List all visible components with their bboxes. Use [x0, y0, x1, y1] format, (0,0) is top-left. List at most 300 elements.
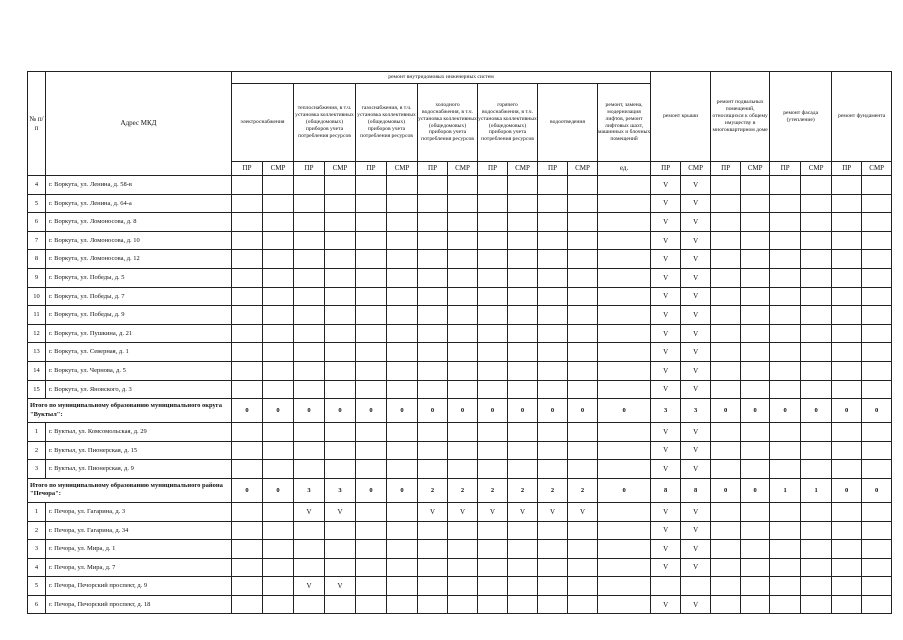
mark-cell [711, 502, 741, 521]
mark-cell [770, 595, 801, 614]
mark-cell [325, 213, 356, 232]
mark-cell: V [681, 268, 711, 287]
mark-cell [418, 194, 448, 213]
row-number: 9 [28, 268, 46, 287]
mark-cell [538, 441, 568, 460]
mark-cell [711, 250, 741, 269]
mark-cell: V [681, 343, 711, 362]
mark-cell: V [681, 194, 711, 213]
subheader-pr: ПР [832, 162, 862, 176]
mark-cell [325, 423, 356, 442]
mark-cell [538, 361, 568, 380]
mark-cell [356, 287, 387, 306]
mark-cell [508, 558, 538, 577]
mark-cell [418, 268, 448, 287]
total-value: 0 [263, 399, 294, 423]
mark-cell: V [681, 595, 711, 614]
mark-cell [741, 441, 770, 460]
mark-cell [387, 231, 418, 250]
subheader-smr: СМР [681, 162, 711, 176]
mark-cell [418, 361, 448, 380]
mark-cell [741, 213, 770, 232]
mark-cell [862, 343, 892, 362]
header-gas: газоснабжения, в т.ч. установка коллективных (общедомовых) приборов учета потребления ресурсов [356, 84, 418, 162]
mark-cell [263, 540, 294, 559]
mark-cell [598, 595, 651, 614]
mark-cell [568, 287, 598, 306]
mark-cell [263, 460, 294, 479]
mark-cell [232, 577, 263, 596]
mark-cell [448, 380, 478, 399]
mark-cell [263, 268, 294, 287]
total-value: 0 [356, 399, 387, 423]
mark-cell [232, 380, 263, 399]
mark-cell: V [681, 176, 711, 195]
mark-cell [538, 423, 568, 442]
row-number: 14 [28, 361, 46, 380]
mark-cell [263, 595, 294, 614]
header-roof: ремонт крыши [651, 72, 711, 162]
mark-cell [387, 324, 418, 343]
total-value: 2 [538, 478, 568, 502]
mark-cell [448, 558, 478, 577]
mark-cell [448, 194, 478, 213]
mark-cell [387, 540, 418, 559]
total-value: 0 [418, 399, 448, 423]
mark-cell: V [651, 521, 681, 540]
mark-cell [770, 540, 801, 559]
mark-cell [478, 558, 508, 577]
mark-cell: V [325, 577, 356, 596]
mark-cell: V [651, 595, 681, 614]
mark-cell [478, 268, 508, 287]
mark-cell [862, 213, 892, 232]
mark-cell [387, 176, 418, 195]
mark-cell [711, 577, 741, 596]
mark-cell [418, 176, 448, 195]
mark-cell [770, 268, 801, 287]
mark-cell [387, 343, 418, 362]
mark-cell [568, 306, 598, 325]
total-value: 1 [801, 478, 832, 502]
mark-cell [741, 521, 770, 540]
subheader-pr: ПР [232, 162, 263, 176]
mark-cell [232, 324, 263, 343]
mark-cell [862, 268, 892, 287]
mark-cell [294, 250, 325, 269]
total-value: 0 [325, 399, 356, 423]
mark-cell [862, 380, 892, 399]
mark-cell [801, 577, 832, 596]
mark-cell [325, 558, 356, 577]
mark-cell [356, 521, 387, 540]
mark-cell [356, 361, 387, 380]
mark-cell [294, 306, 325, 325]
mark-cell [232, 558, 263, 577]
mark-cell: V [651, 287, 681, 306]
mark-cell [508, 521, 538, 540]
mark-cell [263, 521, 294, 540]
subheader-smr: СМР [568, 162, 598, 176]
mark-cell: V [325, 502, 356, 521]
mark-cell: V [508, 502, 538, 521]
mark-cell [356, 324, 387, 343]
mark-cell [711, 176, 741, 195]
address-cell: г. Вуктыл, ул. Комсомольская, д. 29 [46, 423, 232, 442]
mark-cell [598, 343, 651, 362]
mark-cell [294, 540, 325, 559]
mark-cell [711, 441, 741, 460]
mark-cell [832, 250, 862, 269]
mark-cell [294, 361, 325, 380]
mark-cell [263, 558, 294, 577]
mark-cell [538, 577, 568, 596]
header-hot-water: горячего водоснабжения, в т.ч. установка коллективных (общедомовых) приборов учета потребления ресурсов [478, 84, 538, 162]
mark-cell [538, 540, 568, 559]
mark-cell: V [418, 502, 448, 521]
mark-cell [711, 324, 741, 343]
subheader-smr: СМР [448, 162, 478, 176]
mark-cell [418, 231, 448, 250]
mark-cell: V [681, 231, 711, 250]
mark-cell [832, 380, 862, 399]
total-value: 2 [418, 478, 448, 502]
subheader-pr: ПР [711, 162, 741, 176]
header-drainage: водоотведения [538, 84, 598, 162]
mark-cell [568, 213, 598, 232]
row-number: 6 [28, 595, 46, 614]
mark-cell [325, 521, 356, 540]
mark-cell [741, 595, 770, 614]
mark-cell [711, 423, 741, 442]
subheader-smr: СМР [862, 162, 892, 176]
mark-cell [232, 250, 263, 269]
mark-cell [478, 521, 508, 540]
mark-cell [508, 343, 538, 362]
row-number: 12 [28, 324, 46, 343]
address-cell: г. Печора, ул. Мира, д. 1 [46, 540, 232, 559]
mark-cell [356, 194, 387, 213]
mark-cell [325, 176, 356, 195]
mark-cell [711, 595, 741, 614]
mark-cell [294, 287, 325, 306]
document-sheet [27, 71, 886, 629]
mark-cell [232, 287, 263, 306]
mark-cell [568, 558, 598, 577]
mark-cell [325, 268, 356, 287]
mark-cell [448, 176, 478, 195]
mark-cell: V [681, 502, 711, 521]
mark-cell [448, 213, 478, 232]
mark-cell [598, 361, 651, 380]
total-value: 1 [770, 478, 801, 502]
row-number: 4 [28, 176, 46, 195]
mark-cell [770, 194, 801, 213]
mark-cell [801, 502, 832, 521]
mark-cell [538, 595, 568, 614]
mark-cell [263, 502, 294, 521]
mark-cell [325, 343, 356, 362]
mark-cell [770, 361, 801, 380]
mark-cell [862, 502, 892, 521]
mark-cell [801, 268, 832, 287]
mark-cell [741, 361, 770, 380]
total-value: 0 [478, 399, 508, 423]
mark-cell [801, 595, 832, 614]
mark-cell [508, 250, 538, 269]
row-number: 8 [28, 250, 46, 269]
total-value: 0 [598, 478, 651, 502]
mark-cell [741, 324, 770, 343]
mark-cell: V [568, 502, 598, 521]
mark-cell [832, 577, 862, 596]
mark-cell [448, 287, 478, 306]
mark-cell [862, 287, 892, 306]
mark-cell: V [651, 231, 681, 250]
mark-cell [770, 343, 801, 362]
mark-cell [356, 460, 387, 479]
mark-cell [862, 250, 892, 269]
mark-cell [387, 595, 418, 614]
mark-cell [263, 306, 294, 325]
mark-cell [448, 577, 478, 596]
address-cell: г. Печора, ул. Гагарина, д. 3 [46, 502, 232, 521]
mark-cell [862, 176, 892, 195]
mark-cell [356, 423, 387, 442]
mark-cell [568, 361, 598, 380]
mark-cell [832, 441, 862, 460]
mark-cell [538, 231, 568, 250]
mark-cell [862, 540, 892, 559]
mark-cell [801, 380, 832, 399]
mark-cell [538, 287, 568, 306]
table-row [28, 441, 892, 460]
mark-cell: V [651, 540, 681, 559]
address-cell: г. Воркута, ул. Победы, д. 5 [46, 268, 232, 287]
table-row [28, 502, 892, 521]
mark-cell [538, 324, 568, 343]
table-body [28, 72, 892, 614]
mark-cell [294, 558, 325, 577]
mark-cell [325, 441, 356, 460]
mark-cell [387, 577, 418, 596]
mark-cell [598, 577, 651, 596]
mark-cell [448, 423, 478, 442]
total-value: 0 [832, 399, 862, 423]
mark-cell [356, 250, 387, 269]
mark-cell [741, 502, 770, 521]
total-value: 0 [862, 478, 892, 502]
mark-cell [325, 540, 356, 559]
subheader-pr: ПР [770, 162, 801, 176]
mark-cell [418, 460, 448, 479]
table-row [28, 540, 892, 559]
mark-cell [568, 595, 598, 614]
mark-cell [832, 521, 862, 540]
mark-cell [741, 577, 770, 596]
mark-cell [356, 595, 387, 614]
mark-cell [294, 423, 325, 442]
mark-cell [862, 361, 892, 380]
row-number: 6 [28, 213, 46, 232]
subheader-smr: СМР [801, 162, 832, 176]
mark-cell [263, 343, 294, 362]
mark-cell [741, 268, 770, 287]
address-cell: г. Печора, ул. Мира, д. 7 [46, 558, 232, 577]
mark-cell [568, 324, 598, 343]
mark-cell [232, 502, 263, 521]
mark-cell [232, 361, 263, 380]
mark-cell [325, 595, 356, 614]
mark-cell [538, 521, 568, 540]
mark-cell [801, 287, 832, 306]
mark-cell [598, 460, 651, 479]
total-value: 0 [356, 478, 387, 502]
mark-cell [568, 577, 598, 596]
mark-cell [568, 231, 598, 250]
mark-cell [508, 231, 538, 250]
header-electricity: электроснабжения [232, 84, 294, 162]
mark-cell [832, 176, 862, 195]
mark-cell [232, 231, 263, 250]
table-row [28, 324, 892, 343]
mark-cell [832, 194, 862, 213]
total-label: Итого по муниципальному образованию муниципального района "Печора": [28, 478, 232, 502]
mark-cell [356, 176, 387, 195]
mark-cell [263, 194, 294, 213]
mark-cell [801, 558, 832, 577]
mark-cell [598, 540, 651, 559]
mark-cell [478, 287, 508, 306]
mark-cell [770, 380, 801, 399]
mark-cell [232, 343, 263, 362]
mark-cell [711, 521, 741, 540]
mark-cell [418, 423, 448, 442]
table-row [28, 306, 892, 325]
header-cold-water: холодного водоснабжения, в т.ч. установка коллективных (общедомовых) приборов учета потребления ресурсов [418, 84, 478, 162]
address-cell: г. Воркута, ул. Ленина, д. 58-в [46, 176, 232, 195]
mark-cell: V [681, 380, 711, 399]
row-number: 2 [28, 441, 46, 460]
mark-cell [741, 540, 770, 559]
row-number: 3 [28, 540, 46, 559]
mark-cell: V [681, 540, 711, 559]
mark-cell [862, 423, 892, 442]
mark-cell [832, 558, 862, 577]
row-number: 3 [28, 460, 46, 479]
mark-cell [478, 194, 508, 213]
mark-cell: V [651, 306, 681, 325]
mark-cell: V [681, 361, 711, 380]
total-label: Итого по муниципальному образованию муниципального округа "Вуктыл": [28, 399, 232, 423]
table-row [28, 194, 892, 213]
mark-cell [711, 231, 741, 250]
subheader-pr: ПР [418, 162, 448, 176]
mark-cell [325, 361, 356, 380]
mark-cell [711, 460, 741, 479]
mark-cell [598, 250, 651, 269]
mark-cell [356, 441, 387, 460]
mark-cell [711, 213, 741, 232]
mark-cell [325, 324, 356, 343]
mark-cell [801, 306, 832, 325]
table-row [28, 231, 892, 250]
row-number: 11 [28, 306, 46, 325]
mark-cell [598, 380, 651, 399]
total-value: 0 [770, 399, 801, 423]
mark-cell [418, 287, 448, 306]
mark-cell [598, 306, 651, 325]
mark-cell [598, 268, 651, 287]
total-value: 3 [294, 478, 325, 502]
mark-cell [801, 213, 832, 232]
mark-cell: V [651, 176, 681, 195]
mark-cell [568, 423, 598, 442]
mark-cell [478, 306, 508, 325]
mark-cell [862, 194, 892, 213]
mark-cell [801, 521, 832, 540]
mark-cell [770, 423, 801, 442]
mark-cell [832, 231, 862, 250]
mark-cell [263, 441, 294, 460]
mark-cell: V [651, 361, 681, 380]
mark-cell [711, 361, 741, 380]
mark-cell: V [294, 502, 325, 521]
mark-cell [448, 231, 478, 250]
mark-cell [294, 213, 325, 232]
mark-cell [832, 595, 862, 614]
header-basement: ремонт подвальных помещений, относящихся к общему имуществу в многоквартирном доме [711, 72, 770, 162]
mark-cell [478, 441, 508, 460]
mark-cell [508, 595, 538, 614]
mark-cell [387, 213, 418, 232]
mark-cell [711, 380, 741, 399]
mark-cell [232, 306, 263, 325]
row-number: 13 [28, 343, 46, 362]
mark-cell: V [681, 521, 711, 540]
mark-cell [681, 577, 711, 596]
total-value: 0 [741, 478, 770, 502]
mark-cell: V [651, 343, 681, 362]
mark-cell [741, 194, 770, 213]
header-heating: теплоснабжения, в т.ч. установка коллективных (общедомовых) приборов учета потребления ресурсов [294, 84, 356, 162]
total-value: 0 [711, 478, 741, 502]
row-number: 15 [28, 380, 46, 399]
mark-cell [508, 213, 538, 232]
row-number: 7 [28, 231, 46, 250]
mark-cell [448, 460, 478, 479]
total-value: 0 [508, 399, 538, 423]
mark-cell [711, 343, 741, 362]
total-value: 2 [568, 478, 598, 502]
mark-cell: V [681, 324, 711, 343]
total-row [28, 478, 892, 502]
row-number: 2 [28, 521, 46, 540]
row-number: 10 [28, 287, 46, 306]
address-cell: г. Воркута, ул. Победы, д. 7 [46, 287, 232, 306]
mark-cell [263, 176, 294, 195]
mark-cell [448, 343, 478, 362]
mark-cell [448, 595, 478, 614]
mark-cell [418, 380, 448, 399]
mark-cell: V [651, 423, 681, 442]
mark-cell [862, 521, 892, 540]
total-value: 0 [294, 399, 325, 423]
mark-cell [263, 231, 294, 250]
table-row [28, 460, 892, 479]
mark-cell [418, 213, 448, 232]
table-row [28, 176, 892, 195]
